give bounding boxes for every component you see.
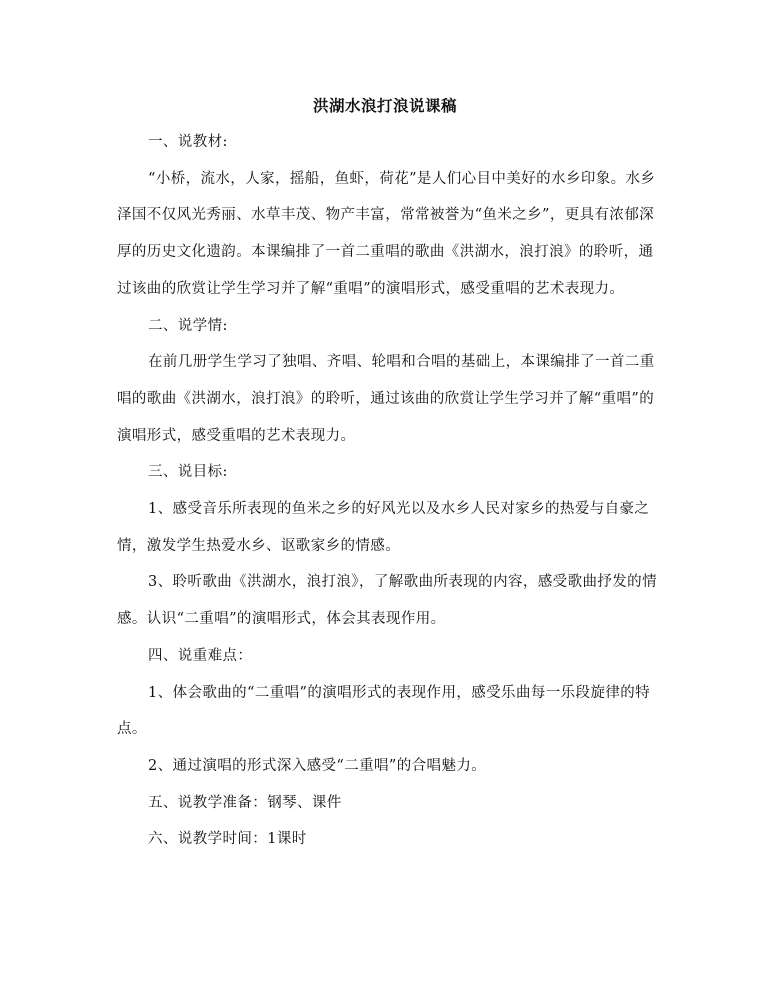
section-preparation: 五、说教学准备：钢琴、课件 xyxy=(148,794,342,811)
paragraph-goal-3: 3、聆听歌曲《洪湖水，浪打浪》，了解歌曲所表现的内容，感受歌曲抒发的情感。认识“二重唱”的演唱形式，体会其表现作用。 xyxy=(117,574,657,628)
section-heading-key-points: 四、说重难点： xyxy=(148,647,253,664)
document-title: 洪湖水浪打浪说课稿 xyxy=(312,96,457,115)
paragraph-goal-1: 1、感受音乐所表现的鱼米之乡的好风光以及水乡人民对家乡的热爱与自豪之情，激发学生热爱水乡、讴歌家乡的情感。 xyxy=(117,501,650,554)
section-teaching-time: 六、说教学时间：1课时 xyxy=(148,831,307,848)
document-body xyxy=(117,124,657,858)
paragraph-key-point-1: 1、体会歌曲的“二重唱”的演唱形式的表现作用，感受乐曲每一乐段旋律的特点。 xyxy=(117,684,651,738)
section-heading-students: 二、说学情: xyxy=(148,317,228,334)
section-heading-textbook: 一、说教材: xyxy=(148,134,228,150)
paragraph-key-point-2: 2、通过演唱的形式深入感受“二重唱”的合唱魅力。 xyxy=(148,757,487,774)
paragraph-textbook: “小桥，流水，人家，摇船，鱼虾，荷花”是人们心目中美好的水乡印象。水乡泽国不仅风光秀丽、水草丰茂、物产丰富，常常被誉为“鱼米之乡”，更具有浓郁深厚的历史文化遗韵。本课编排了一首二重唱的歌曲《洪湖水，浪打浪》的聆听，通过该曲的欣赏让学生学习并了解“重唱”的演唱形式，感受重唱的艺术表现力。 xyxy=(117,170,656,297)
section-heading-goals: 三、说目标: xyxy=(148,464,228,481)
paragraph-students: 在前几册学生学习了独唱、齐唱、轮唱和合唱的基础上，本课编排了一首二重唱的歌曲《洪湖水，浪打浪》的聆听，通过该曲的欣赏让学生学习并了解“重唱”的演唱形式，感受重唱的艺术表现力。 xyxy=(117,354,655,444)
